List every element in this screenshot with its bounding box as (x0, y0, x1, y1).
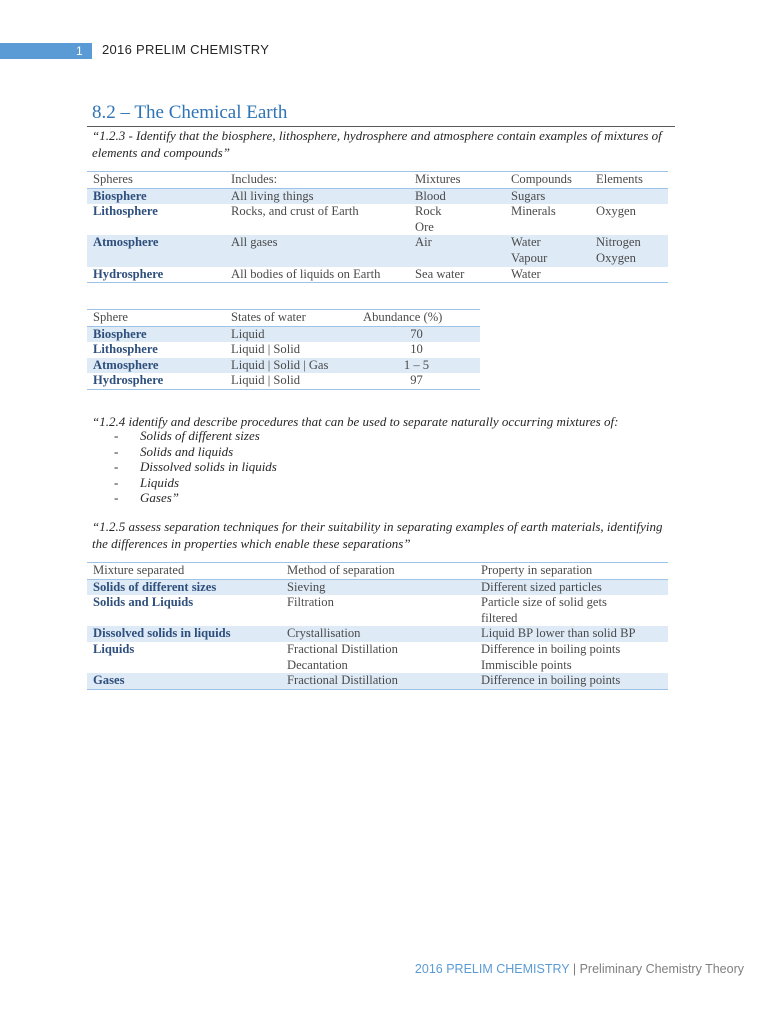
table-cell: Oxygen (596, 204, 636, 219)
header-cell: Property in separation (481, 563, 593, 577)
header-cell: Sphere (93, 310, 128, 324)
table-cell: Liquid | Solid | Gas (231, 357, 329, 372)
table-cell: Rock Ore (415, 204, 442, 234)
row-header: Dissolved solids in liquids (93, 626, 231, 641)
table-row (87, 579, 668, 595)
table-cell: Water (511, 266, 541, 281)
table-cell: Sugars (511, 188, 546, 203)
table-header-row (87, 310, 480, 327)
table-cell: Fractional Distillation (287, 673, 398, 688)
list-item: - Solids and liquids (114, 443, 234, 459)
row-header: Gases (93, 673, 125, 688)
header-cell: Mixtures (415, 172, 461, 186)
table-cell: Liquid (231, 326, 265, 341)
spheres-table (87, 171, 668, 283)
page-header (0, 41, 768, 59)
table-cell: Particle size of solid gets filtered (481, 595, 607, 625)
table-row (87, 267, 668, 283)
header-cell: Abundance (%) (363, 310, 443, 324)
table-cell: All gases (231, 235, 278, 250)
header-cell: States of water (231, 310, 306, 324)
header-title: 2016 PRELIM CHEMISTRY (102, 42, 270, 57)
syllabus-quote-1-2-5: “1.2.5 assess separation techniques for their suitability in separating examples of earth materials, identifying the differences in properties which enable these separations” (92, 519, 663, 551)
row-header: Solids and Liquids (93, 595, 194, 610)
footer-course: 2016 PRELIM CHEMISTRY (414, 962, 570, 976)
table-cell: Difference in boiling points (481, 673, 621, 688)
page-footer (415, 962, 744, 976)
table-cell (590, 188, 668, 204)
table-row (87, 673, 668, 689)
header-cell: Mixture separated (93, 563, 185, 577)
table-cell: Nitrogen Oxygen (596, 235, 641, 265)
mixture-types-list (114, 428, 277, 506)
table-row (87, 642, 668, 673)
table-cell: All living things (231, 188, 314, 203)
table-cell: 97 (410, 373, 423, 388)
table-cell: 10 (410, 342, 423, 357)
table-cell: Water Vapour (511, 235, 548, 265)
table-row (87, 595, 668, 626)
row-header: Hydrosphere (93, 373, 164, 388)
header-cell: Compounds (511, 172, 572, 186)
table-row (87, 204, 668, 235)
header-cell: Elements (596, 172, 643, 186)
table-row (87, 373, 480, 389)
syllabus-quote-1-2-4: “1.2.4 identify and describe procedures that can be used to separate naturally occurring mixtures of: (92, 414, 619, 429)
water-states-table (87, 309, 480, 390)
row-header: Atmosphere (93, 357, 159, 372)
table-cell: Minerals (511, 204, 556, 219)
footer-separator: | (569, 962, 580, 976)
row-header: Liquids (93, 641, 135, 656)
row-header: Biosphere (93, 188, 147, 203)
table-cell: Liquid | Solid (231, 373, 300, 388)
table-cell (590, 267, 668, 283)
footer-subtitle: Preliminary Chemistry Theory (579, 962, 744, 976)
table-cell: Sieving (287, 579, 326, 594)
list-item: - Dissolved solids in liquids (114, 459, 277, 474)
table-cell: Liquid | Solid (231, 342, 300, 357)
table-cell: All bodies of liquids on Earth (231, 266, 381, 281)
header-cell: Includes: (231, 172, 278, 186)
separation-table (87, 562, 668, 690)
table-cell: Fractional Distillation Decantation (287, 641, 398, 672)
row-header: Hydrosphere (93, 266, 164, 281)
row-header: Lithosphere (93, 342, 158, 357)
table-row (87, 235, 668, 266)
row-header: Solids of different sizes (93, 579, 217, 594)
header-cell: Method of separation (287, 563, 395, 577)
row-header: Lithosphere (93, 204, 158, 219)
table-cell: Sea water (415, 266, 465, 281)
list-item: - Liquids (114, 474, 180, 490)
table-cell: Crystallisation (287, 626, 361, 641)
section-title: 8.2 – The Chemical Earth (92, 102, 288, 123)
table-row (87, 342, 480, 358)
table-cell: Air (415, 235, 432, 250)
table-row (87, 188, 668, 204)
table-header-row (87, 563, 668, 580)
row-header: Biosphere (93, 326, 147, 341)
table-row (87, 626, 668, 642)
table-header-row (87, 172, 668, 189)
table-row (87, 326, 480, 342)
table-row (87, 358, 480, 374)
page-number: 1 (76, 44, 83, 58)
row-header: Atmosphere (93, 235, 159, 250)
table-cell: Filtration (287, 595, 334, 610)
table-cell: Different sized particles (481, 579, 602, 594)
table-cell: Blood (415, 188, 446, 203)
table-cell: Rocks, and crust of Earth (231, 204, 359, 219)
header-cell: Spheres (93, 172, 133, 186)
list-item: - Solids of different sizes (114, 428, 260, 443)
table-cell: 1 – 5 (403, 357, 430, 372)
syllabus-quote-1-2-3: “1.2.3 - Identify that the biosphere, lithosphere, hydrosphere and atmosphere contain examples of mixtures of elements and compounds” (92, 128, 662, 160)
table-cell: Liquid BP lower than solid BP (481, 626, 636, 641)
table-cell: 70 (410, 326, 423, 341)
list-item: - Gases” (114, 490, 180, 505)
table-cell: Difference in boiling points Immiscible points (481, 641, 621, 672)
